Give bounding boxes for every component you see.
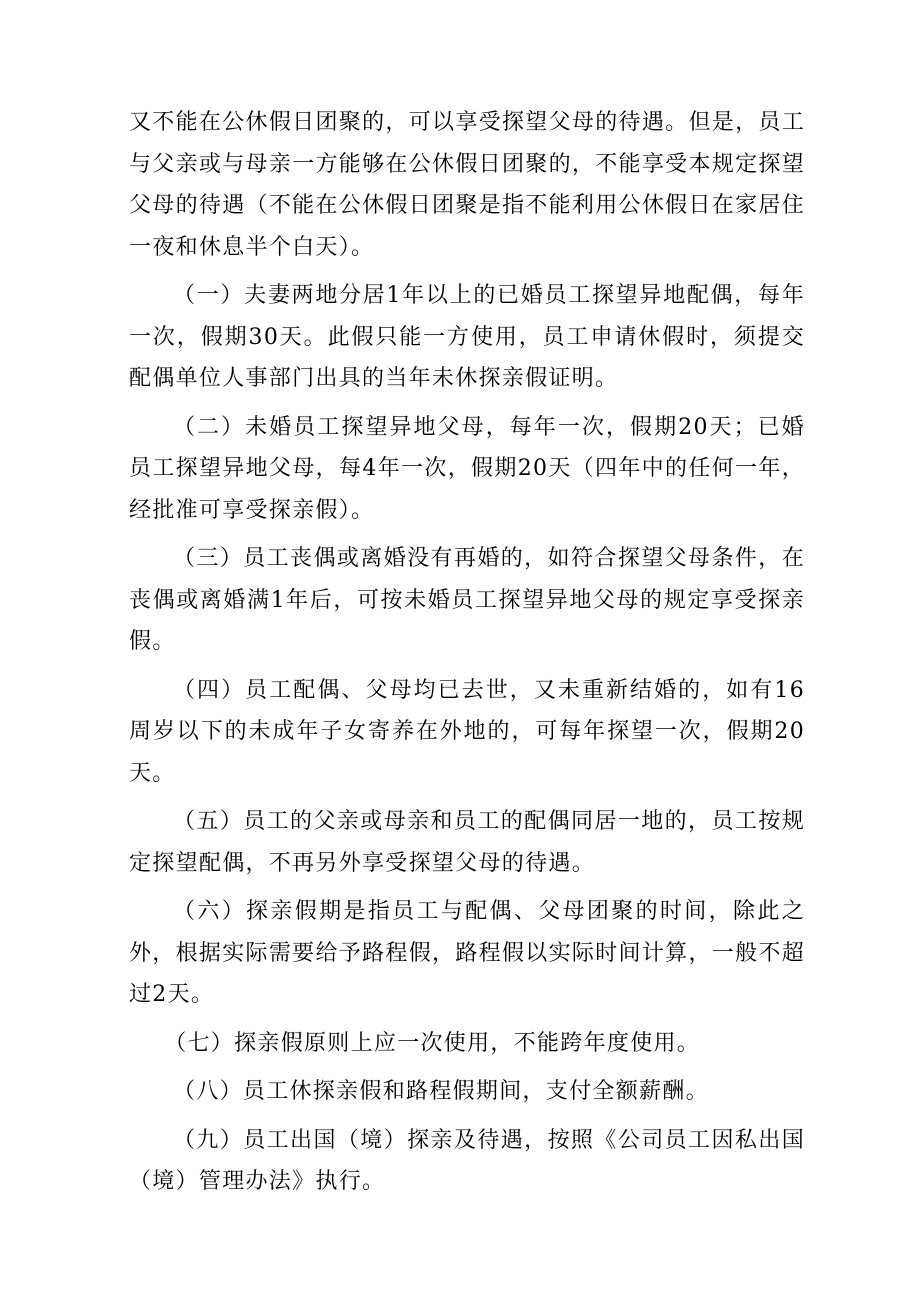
paragraph-continuation: 又不能在公休假日团聚的，可以享受探望父母的待遇。但是，员工与父亲或与母亲一方能够在公休假日团聚的，不能享受本规定探望父母的待遇（不能在公休假日团聚是指不能利用公休假日在家居住一夜和休息半个白天）。 (129, 110, 805, 260)
paragraph-item-3: （三）员工丧偶或离婚没有再婚的，如符合探望父母条件，在丧偶或离婚满1年后，可按未婚员工探望异地父母的规定享受探亲假。 (129, 546, 805, 654)
paragraph-item-9: （九）员工出国（境）探亲及待遇，按照《公司员工因私出国（境）管理办法》执行。 (129, 1127, 805, 1194)
paragraph-item-1: （一）夫妻两地分居1年以上的已婚员工探望异地配偶，每年一次，假期30天。此假只能一方使用，员工申请休假时，须提交配偶单位人事部门出具的当年未休探亲假证明。 (129, 283, 805, 391)
paragraph-item-7: （七）探亲假原则上应一次使用，不能跨年度使用。 (164, 1030, 701, 1056)
paragraph-item-5: （五）员工的父亲或母亲和员工的配偶同居一地的，员工按规定探望配偶，不再另外享受探望父母的待遇。 (129, 809, 805, 876)
paragraph-item-4: （四）员工配偶、父母均已去世，又未重新结婚的，如有16周岁以下的未成年子女寄养在外地的，可每年探望一次，假期20天。 (129, 677, 805, 786)
paragraph-item-6: （六）探亲假期是指员工与配偶、父母团聚的时间，除此之外，根据实际需要给予路程假，路程假以实际时间计算，一般不超过2天。 (129, 899, 805, 1007)
paragraph-item-2: （二）未婚员工探望异地父母，每年一次，假期20天；已婚员工探望异地父母，每4年一次，假期20天（四年中的任何一年，经批准可享受探亲假）。 (129, 414, 805, 523)
document-body (129, 102, 805, 1210)
paragraph-item-8: （八）员工休探亲假和路程假期间，支付全额薪酬。 (173, 1079, 709, 1104)
